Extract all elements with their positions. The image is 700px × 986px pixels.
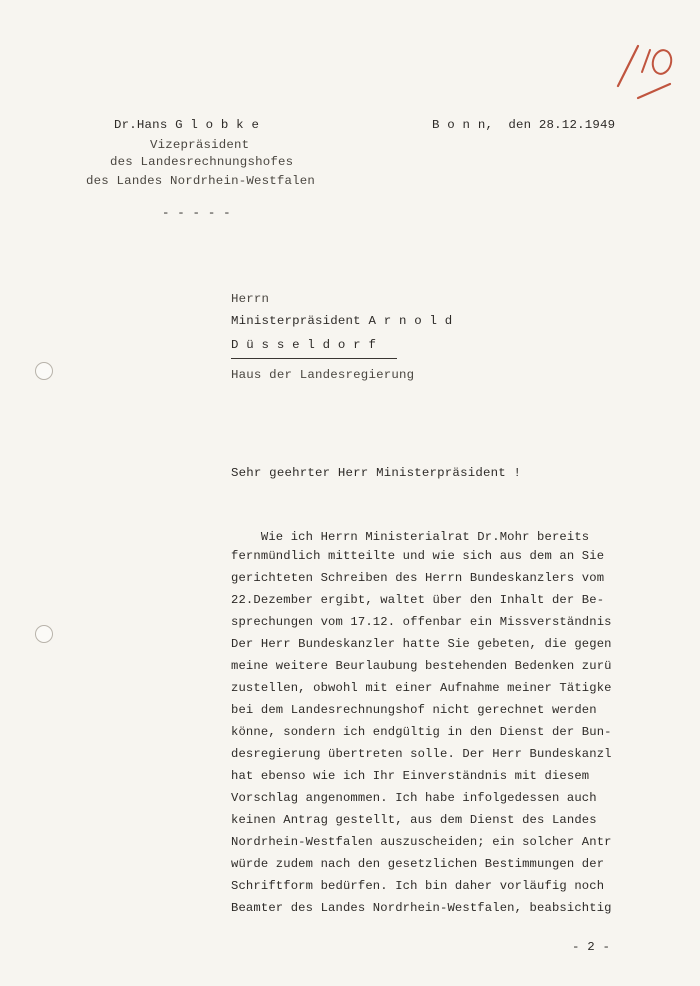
- recipient-line-1: Herrn: [231, 292, 270, 306]
- body-line: Der Herr Bundeskanzler hatte Sie gebeten, die gegen: [231, 637, 612, 651]
- body-line: Nordrhein-Westfalen auszuscheiden; ein solcher Antr: [231, 835, 612, 849]
- sender-title-2: des Landesrechnungshofes: [110, 155, 294, 169]
- body-line: könne, sondern ich endgültig in den Dienst der Bun-: [231, 725, 612, 739]
- body-line: desregierung übertreten solle. Der Herr Bundeskanzl: [231, 747, 612, 761]
- recipient-line-2: Ministerpräsident A r n o l d: [231, 314, 453, 328]
- body-line: meine weitere Beurlaubung bestehenden Bedenken zurü: [231, 659, 612, 673]
- city-underline: [231, 358, 397, 359]
- body-line: fernmündlich mitteilte und wie sich aus dem an Sie: [231, 549, 605, 563]
- punch-hole-bottom: [35, 625, 53, 643]
- page-number-footer: - 2 -: [572, 940, 611, 954]
- body-line: hat ebenso wie ich Ihr Einverständnis mit diesem: [231, 769, 590, 783]
- sender-name: Dr.Hans G l o b k e: [114, 118, 260, 132]
- body-line: bei dem Landesrechnungshof nicht gerechnet werden: [231, 703, 597, 717]
- handwritten-page-number: [612, 40, 682, 100]
- body-line: Wie ich Herrn Ministerialrat Dr.Mohr bereits: [231, 530, 590, 544]
- body-line: zustellen, obwohl mit einer Aufnahme meiner Tätigke: [231, 681, 612, 695]
- body-line: Vorschlag angenommen. Ich habe infolgedessen auch: [231, 791, 597, 805]
- recipient-line-4: Haus der Landesregierung: [231, 368, 415, 382]
- body-line: sprechungen vom 17.12. offenbar ein Missverständnis: [231, 615, 612, 629]
- body-line: gerichteten Schreiben des Herrn Bundeskanzlers vom: [231, 571, 605, 585]
- punch-hole-top: [35, 362, 53, 380]
- salutation: Sehr geehrter Herr Ministerpräsident !: [231, 466, 522, 480]
- sender-separator: - - - - -: [162, 206, 231, 220]
- recipient-city: D ü s s e l d o r f: [231, 338, 377, 352]
- sender-title-3: des Landes Nordrhein-Westfalen: [86, 174, 316, 188]
- body-line: Schriftform bedürfen. Ich bin daher vorläufig noch: [231, 879, 605, 893]
- body-line: 22.Dezember ergibt, waltet über den Inhalt der Be-: [231, 593, 605, 607]
- place-date: B o n n, den 28.12.1949: [432, 118, 616, 132]
- body-line: keinen Antrag gestellt, aus dem Dienst des Landes: [231, 813, 597, 827]
- sender-title-1: Vizepräsident: [150, 138, 250, 152]
- body-line: Beamter des Landes Nordrhein-Westfalen, beabsichtig: [231, 901, 612, 915]
- body-line: würde zudem nach den gesetzlichen Bestimmungen der: [231, 857, 605, 871]
